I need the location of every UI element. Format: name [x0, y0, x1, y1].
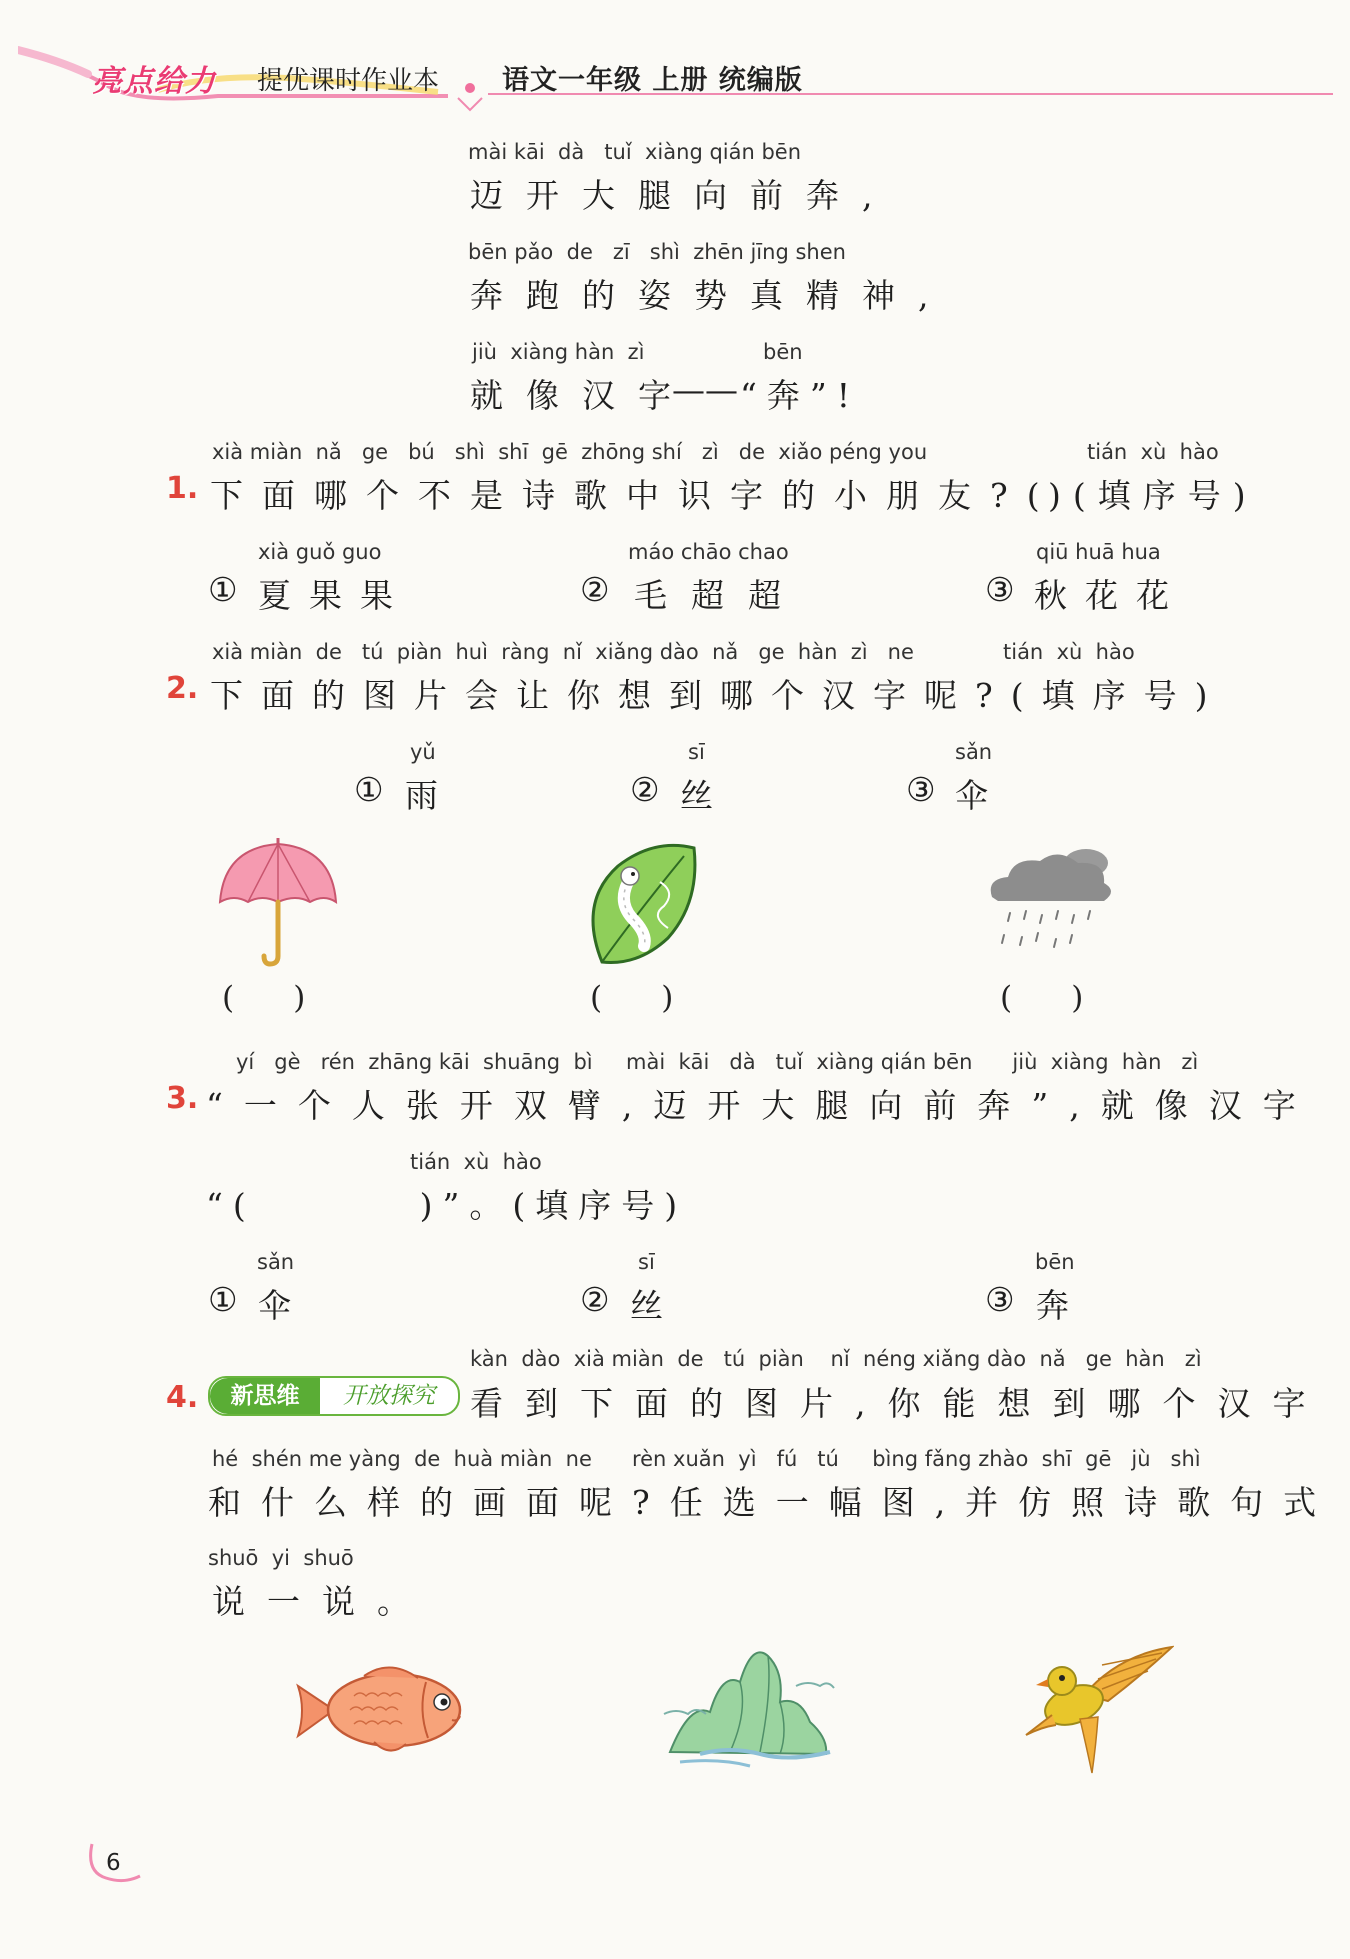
- q2-number: 2.: [166, 671, 199, 706]
- q3-opt3-mark: ③: [985, 1280, 1015, 1319]
- q1-opt2-pinyin: máo chāo chao: [628, 540, 789, 564]
- q3-pinyin: yí gè rén zhāng kāi shuāng bì mài kāi dà tuǐ xiàng qián bēn jiù xiàng hàn zì: [236, 1050, 1199, 1074]
- q2-opt1: 雨: [405, 776, 438, 815]
- q1-pinyin-tail: tián xù hào: [1087, 440, 1219, 464]
- q1-opt2[interactable]: 毛超超: [634, 576, 805, 615]
- poem-line2: 奔跑的姿势真精神,: [470, 276, 952, 315]
- mountain-icon: [660, 1642, 836, 1772]
- q2-pinyin: xià miàn de tú piàn huì ràng nǐ xiǎng dào nǎ ge hàn zì ne: [212, 640, 914, 664]
- badge-new-thinking: 新思维: [210, 1378, 320, 1414]
- q3-opt1-mark: ①: [208, 1280, 238, 1319]
- poem-line3: 就像汉字: [470, 376, 694, 415]
- q2-blank2[interactable]: ( ): [590, 980, 674, 1016]
- poem-line3-pinyin2: bēn: [763, 340, 803, 364]
- q4-pinyin3: shuō yi shuō: [208, 1546, 354, 1570]
- silkworm-leaf-icon: [588, 842, 698, 966]
- q4-line1: 看到下面的图片,你能想到哪个汉字: [470, 1384, 1328, 1423]
- q1-pinyin: xià miàn nǎ ge bú shì shī gē zhōng shí zì de xiǎo péng you: [212, 440, 928, 464]
- q2-opt2-mark: ②: [630, 770, 660, 809]
- umbrella-icon: [216, 838, 340, 968]
- q1-opt3-pinyin: qiū huā hua: [1036, 540, 1161, 564]
- q2-question: 下面的图片会让你想到哪个汉字呢?(填序号): [210, 676, 1226, 715]
- q1-question: 下面哪个不是诗歌中识字的小朋友?(: [210, 476, 1059, 515]
- q3-opt1-pinyin: sǎn: [257, 1250, 295, 1274]
- q2-opt3-pinyin: sǎn: [955, 740, 993, 764]
- q2-opt3: 伞: [955, 776, 988, 815]
- bird-icon: [1022, 1645, 1174, 1775]
- q1-number: 1.: [166, 471, 199, 506]
- q3-opt2[interactable]: 丝: [630, 1286, 663, 1325]
- new-thinking-badge: [208, 1376, 460, 1416]
- q3-opt2-mark: ②: [580, 1280, 610, 1319]
- q4-pinyin1: kàn dào xià miàn de tú piàn nǐ néng xiǎng dào nǎ ge hàn zì: [470, 1347, 1202, 1371]
- q3-opt3[interactable]: 奔: [1036, 1286, 1069, 1325]
- q1-opt1-mark: ①: [208, 570, 238, 609]
- poem-line3-pinyin: jiù xiàng hàn zì: [472, 340, 645, 364]
- poem-line3-ben: “奔”!: [740, 376, 861, 415]
- q1-opt3[interactable]: 秋花花: [1034, 576, 1187, 615]
- q2-opt2: 丝: [680, 776, 713, 815]
- q2-blank3[interactable]: ( ): [1000, 980, 1084, 1016]
- q4-line2: 和什么样的画面呢?任选一幅图,并仿照诗歌句式: [208, 1483, 1337, 1522]
- q2-opt1-mark: ①: [354, 770, 384, 809]
- q3-opt2-pinyin: sī: [638, 1250, 655, 1274]
- q1-opt3-mark: ③: [985, 570, 1015, 609]
- series-title: 提优课时作业本: [257, 66, 440, 96]
- fish-icon: [294, 1660, 474, 1760]
- brand-title: 亮点给力: [92, 64, 216, 99]
- q1-opt1[interactable]: 夏果果: [258, 576, 411, 615]
- poem-line3-dash: ——: [672, 370, 738, 409]
- poem-line1: 迈开大腿向前奔,: [470, 176, 896, 215]
- poem-line2-pinyin: bēn pǎo de zī shì zhēn jīng shen: [468, 240, 846, 264]
- book-title: 语文一年级 上册 统编版: [502, 65, 803, 96]
- q4-number: 4.: [166, 1380, 199, 1415]
- q3-opt1[interactable]: 伞: [258, 1286, 291, 1325]
- q3-line2: “( )”。(填序号): [206, 1186, 688, 1225]
- q3-line1: “一个人张开双臂,迈开大腿向前奔”,就像汉字: [206, 1086, 1317, 1125]
- badge-open-explore: 开放探究: [343, 1383, 435, 1409]
- q2-opt3-mark: ③: [906, 770, 936, 809]
- q3-number: 3.: [166, 1081, 199, 1116]
- page-number: 6: [106, 1850, 121, 1876]
- q3-pinyin2: tián xù hào: [410, 1150, 542, 1174]
- poem-line1-pinyin: mài kāi dà tuǐ xiàng qián bēn: [468, 140, 802, 164]
- q2-opt2-pinyin: sī: [688, 740, 705, 764]
- q1-question-tail: )(填序号): [1048, 476, 1258, 515]
- rain-cloud-icon: [986, 845, 1120, 957]
- q4-line3: 说一说。: [212, 1582, 432, 1621]
- q1-opt2-mark: ②: [580, 570, 610, 609]
- q3-opt3-pinyin: bēn: [1035, 1250, 1075, 1274]
- q4-pinyin2: hé shén me yàng de huà miàn ne rèn xuǎn yì fú tú bìng fǎng zhào shī gē jù shì: [212, 1447, 1201, 1471]
- q2-blank1[interactable]: ( ): [222, 980, 306, 1016]
- q2-opt1-pinyin: yǔ: [410, 740, 436, 764]
- q1-opt1-pinyin: xià guǒ guo: [258, 540, 382, 564]
- q2-pinyin-tail: tián xù hào: [1003, 640, 1135, 664]
